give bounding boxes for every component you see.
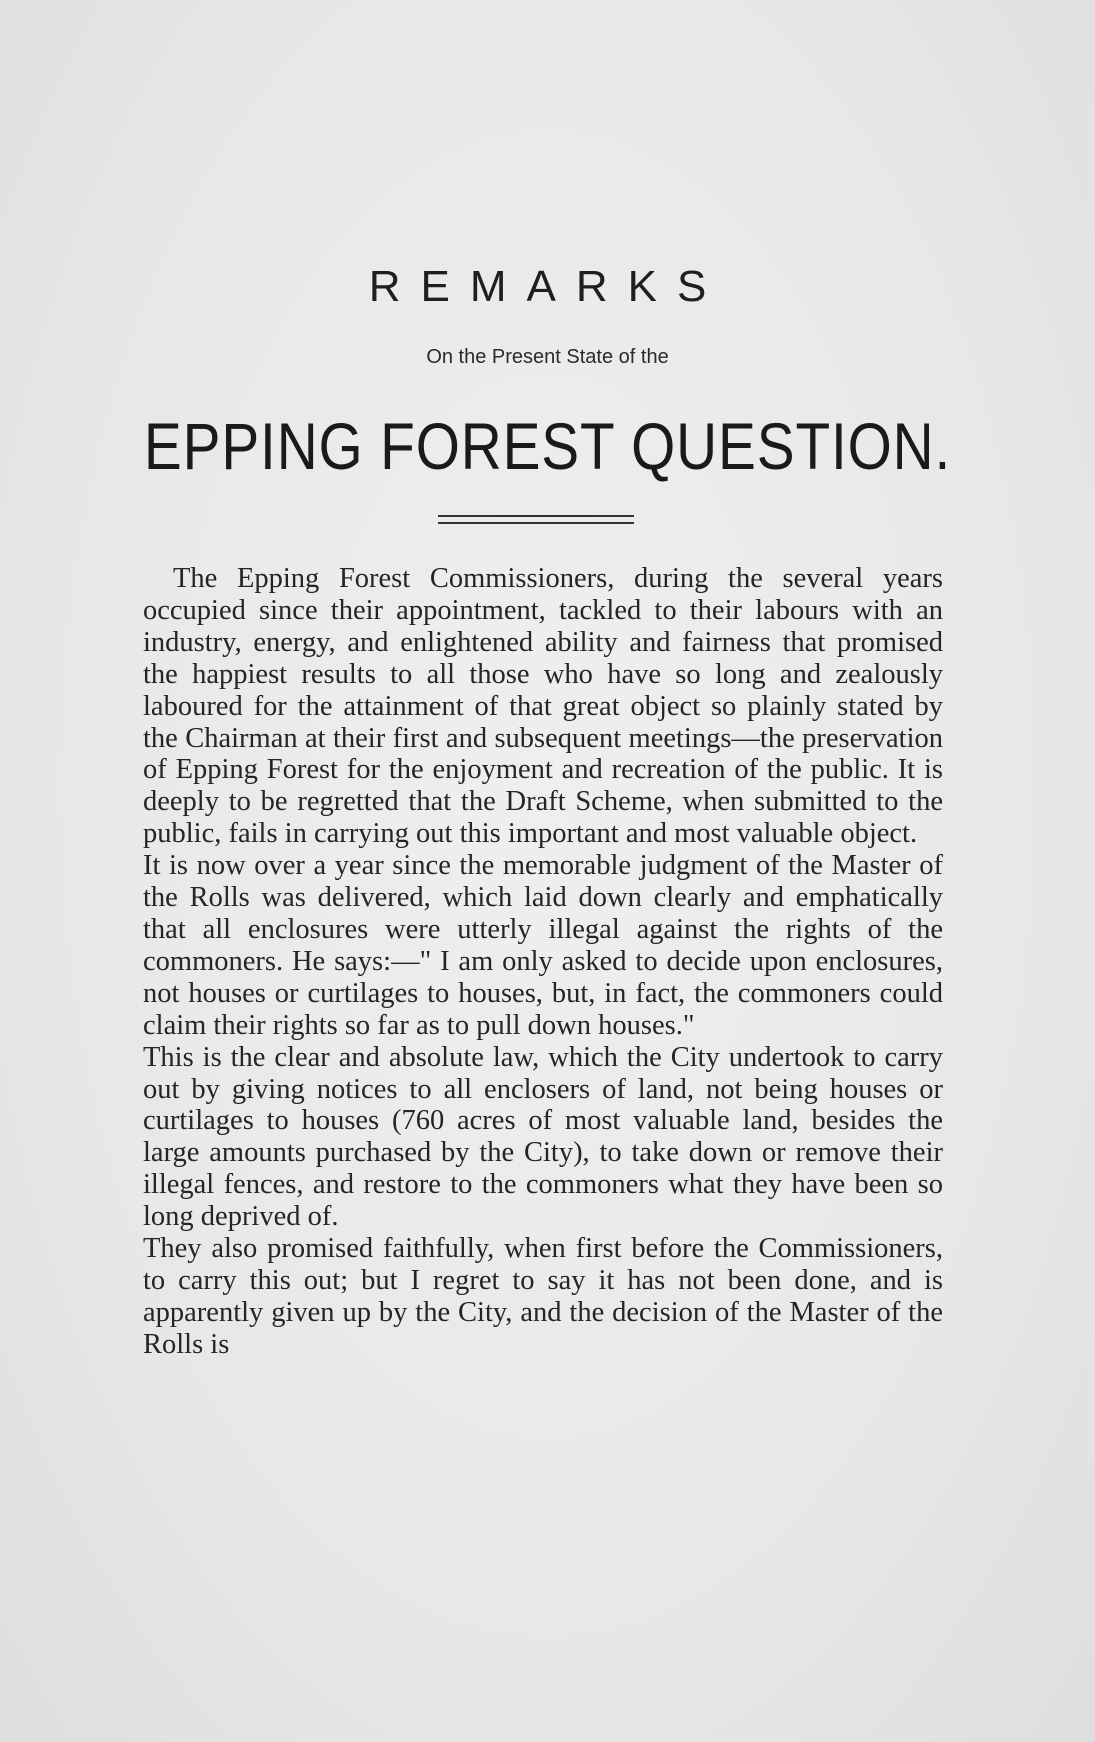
- subtitle: On the Present State of the: [426, 346, 669, 368]
- paragraph-2: It is now over a year since the memorable judgment of the Master of the Rolls was delivered, which laid down clearly and emphatically that all enclosures were utterly illegal against the rights of the commoners. He says:—" I am only asked to decide upon enclosures, not houses or curtilages to houses, but, in fact, the commoners could claim their rights so far as to pull down houses.": [143, 850, 943, 1041]
- page-title: EPPING FOREST QUESTION.: [143, 409, 952, 483]
- paragraph-4: They also promised faithfully, when first before the Commissioners, to carry this out; but I regret to say it has not been done, and is apparently given up by the City, and the decision of the Master of the Rolls is: [143, 1233, 943, 1360]
- paragraph-1: The Epping Forest Commissioners, during the several years occupied since their appointment, tackled to their labours with an industry, energy, and enlightened ability and fairness that promised the happiest results to all those who have so long and zealously laboured for the attainment of that great object so plainly stated by the Chairman at their first and subsequent meetings—the preservation of Epping Forest for the enjoyment and recreation of the public. It is deeply to be regretted that the Draft Scheme, when submitted to the public, fails in carrying out this important and most valuable object.: [143, 563, 943, 850]
- double-rule-divider: [438, 515, 634, 524]
- body-text: [143, 563, 943, 1361]
- paragraph-3: This is the clear and absolute law, which the City undertook to carry out by giving notices to all enclosers of land, not being houses or curtilages to houses (760 acres of most valuable land, besides the large amounts purchased by the City), to take down or remove their illegal fences, and restore to the commoners what they have been so long deprived of.: [143, 1041, 943, 1233]
- heading-remarks: REMARKS: [368, 262, 727, 311]
